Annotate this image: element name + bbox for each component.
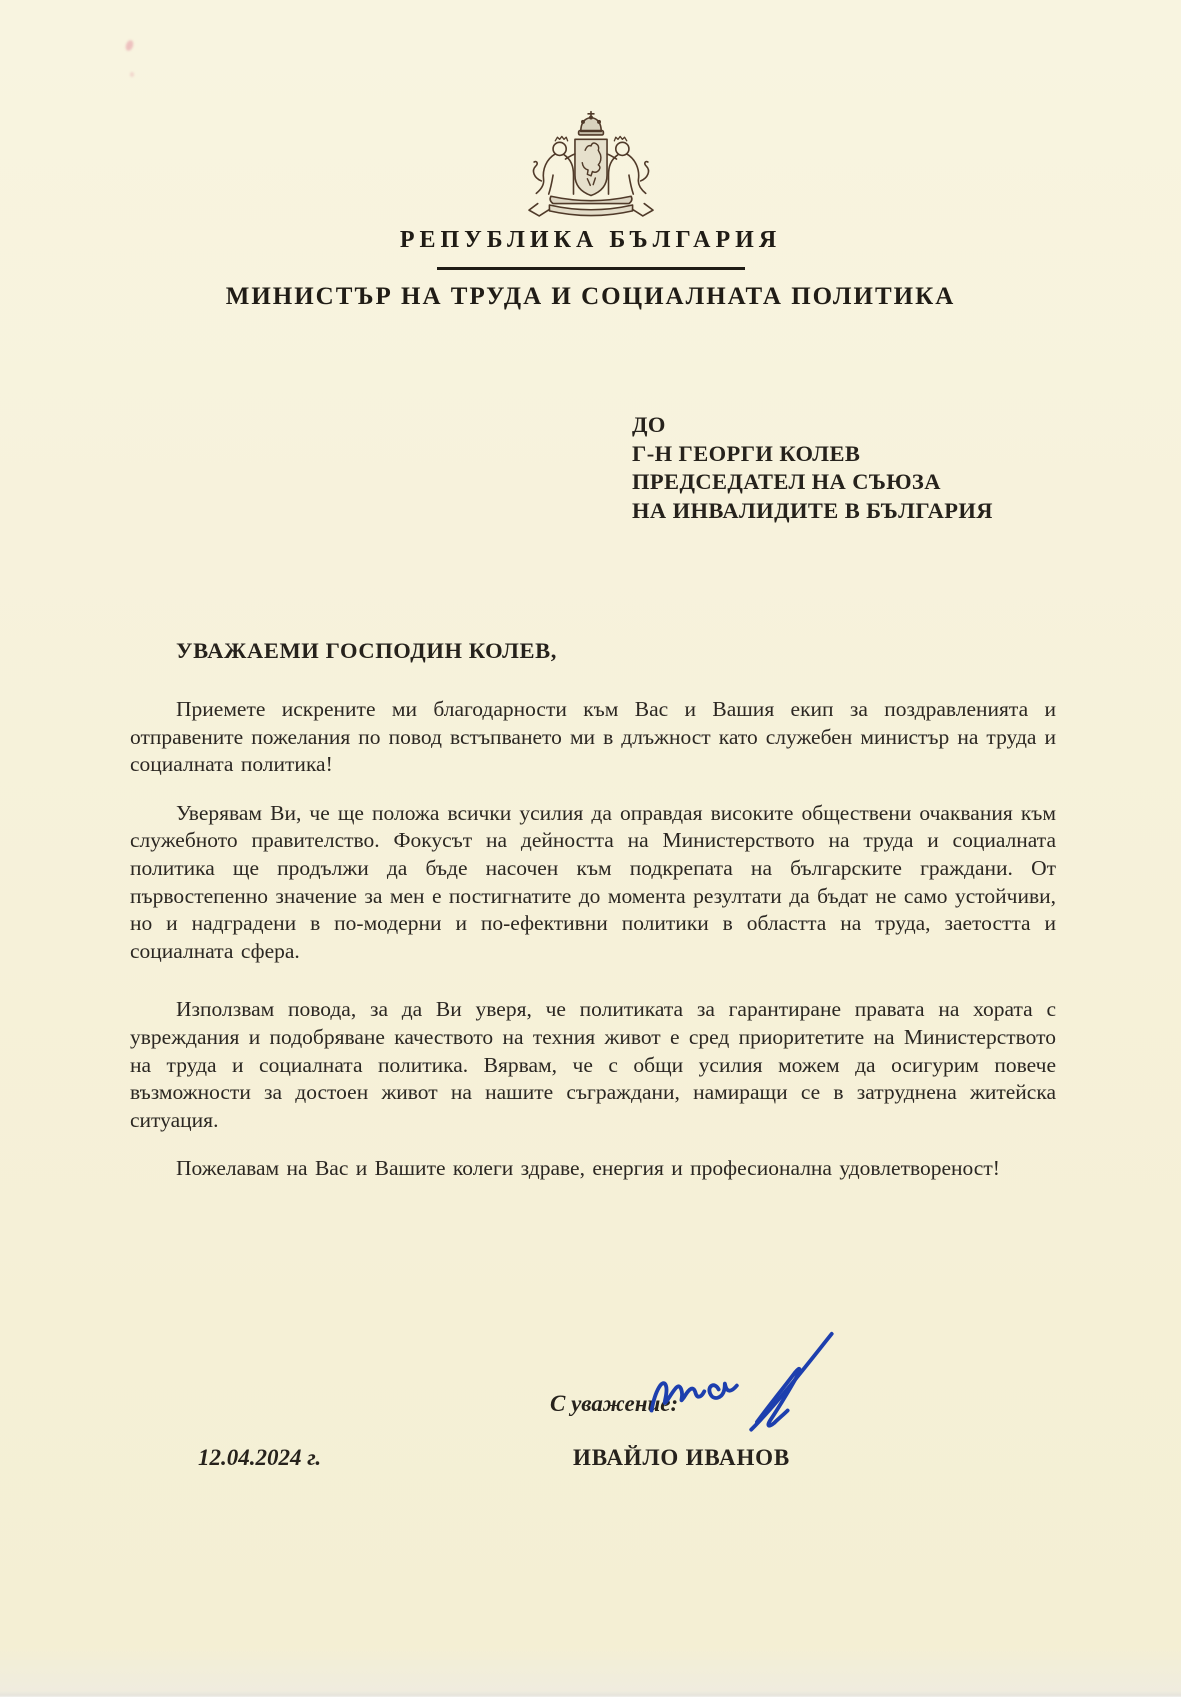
handwritten-signature-icon [642,1330,847,1445]
bulgarian-coat-of-arms-icon [507,108,675,232]
supporter-lion-left [533,136,574,194]
signer-name: ИВАЙЛО ИВАНОВ [573,1445,790,1470]
paragraph-1: Приемете искрените ми благодарности към Вас и Вашия екип за поздравленията и отправените пожелания по повод встъпването ми в длъжност като служебен министър на труда и социалната политика! [130,697,1056,777]
scan-speckle [124,39,134,52]
title-underline [437,267,745,270]
paragraph-3: Използвам повода, за да Ви уверя, че политиката за гарантиране правата на хората с увреждания и подобряване качеството на техния живот е сред приоритетите на Министерството на труда и социалната политика. Вярвам, че с общи усилия можем да осигурим повече възможности за достоен живот на нашите съграждани, намиращи се в затруднена житейска ситуация. [130,997,1056,1132]
republic-title: РЕПУБЛИКА БЪЛГАРИЯ [399,227,782,253]
recipient-line: НА ИНВАЛИДИТЕ В БЪЛГАРИЯ [632,497,993,523]
minister-title: МИНИСТЪР НА ТРУДА И СОЦИАЛНАТА ПОЛИТИКА [225,283,956,310]
salutation: УВАЖАЕМИ ГОСПОДИН КОЛЕВ, [176,638,557,663]
recipient-line: Г-Н ГЕОРГИ КОЛЕВ [632,440,861,466]
closing-salutation: С уважение: [550,1391,679,1416]
ribbon [529,196,653,216]
recipient-line: ДО [632,412,666,437]
recipient-line: ПРЕДСЕДАТЕЛ НА СЪЮЗА [632,469,941,495]
paragraph-4: Пожелавам на Вас и Вашите колеги здраве, енергия и професионална удовлетвореност! [176,1156,1000,1181]
letter-date: 12.04.2024 г. [198,1445,322,1470]
supporter-lion-right [607,136,648,194]
letter-body [130,696,1056,1204]
scan-speckle [130,72,134,77]
crown [578,112,603,135]
recipient-block [632,411,993,525]
paragraph-2: Уверявам Ви, че ще положа всички усилия да оправдая високите обществени очаквания към служебното правителство. Фокусът на дейността на Министерството на труда и социалната политика ще продължи да бъде насочен към подкрепата на българските граждани. От първостепенно значение за мен е постигнатите до момента резултати да бъдат не само устойчиви, но и надградени в по-модерни и по-ефективни политики в областта на труда, заетостта и социалната сфера. [130,800,1056,963]
scan-edge [0,1691,1181,1697]
shield [574,139,606,195]
